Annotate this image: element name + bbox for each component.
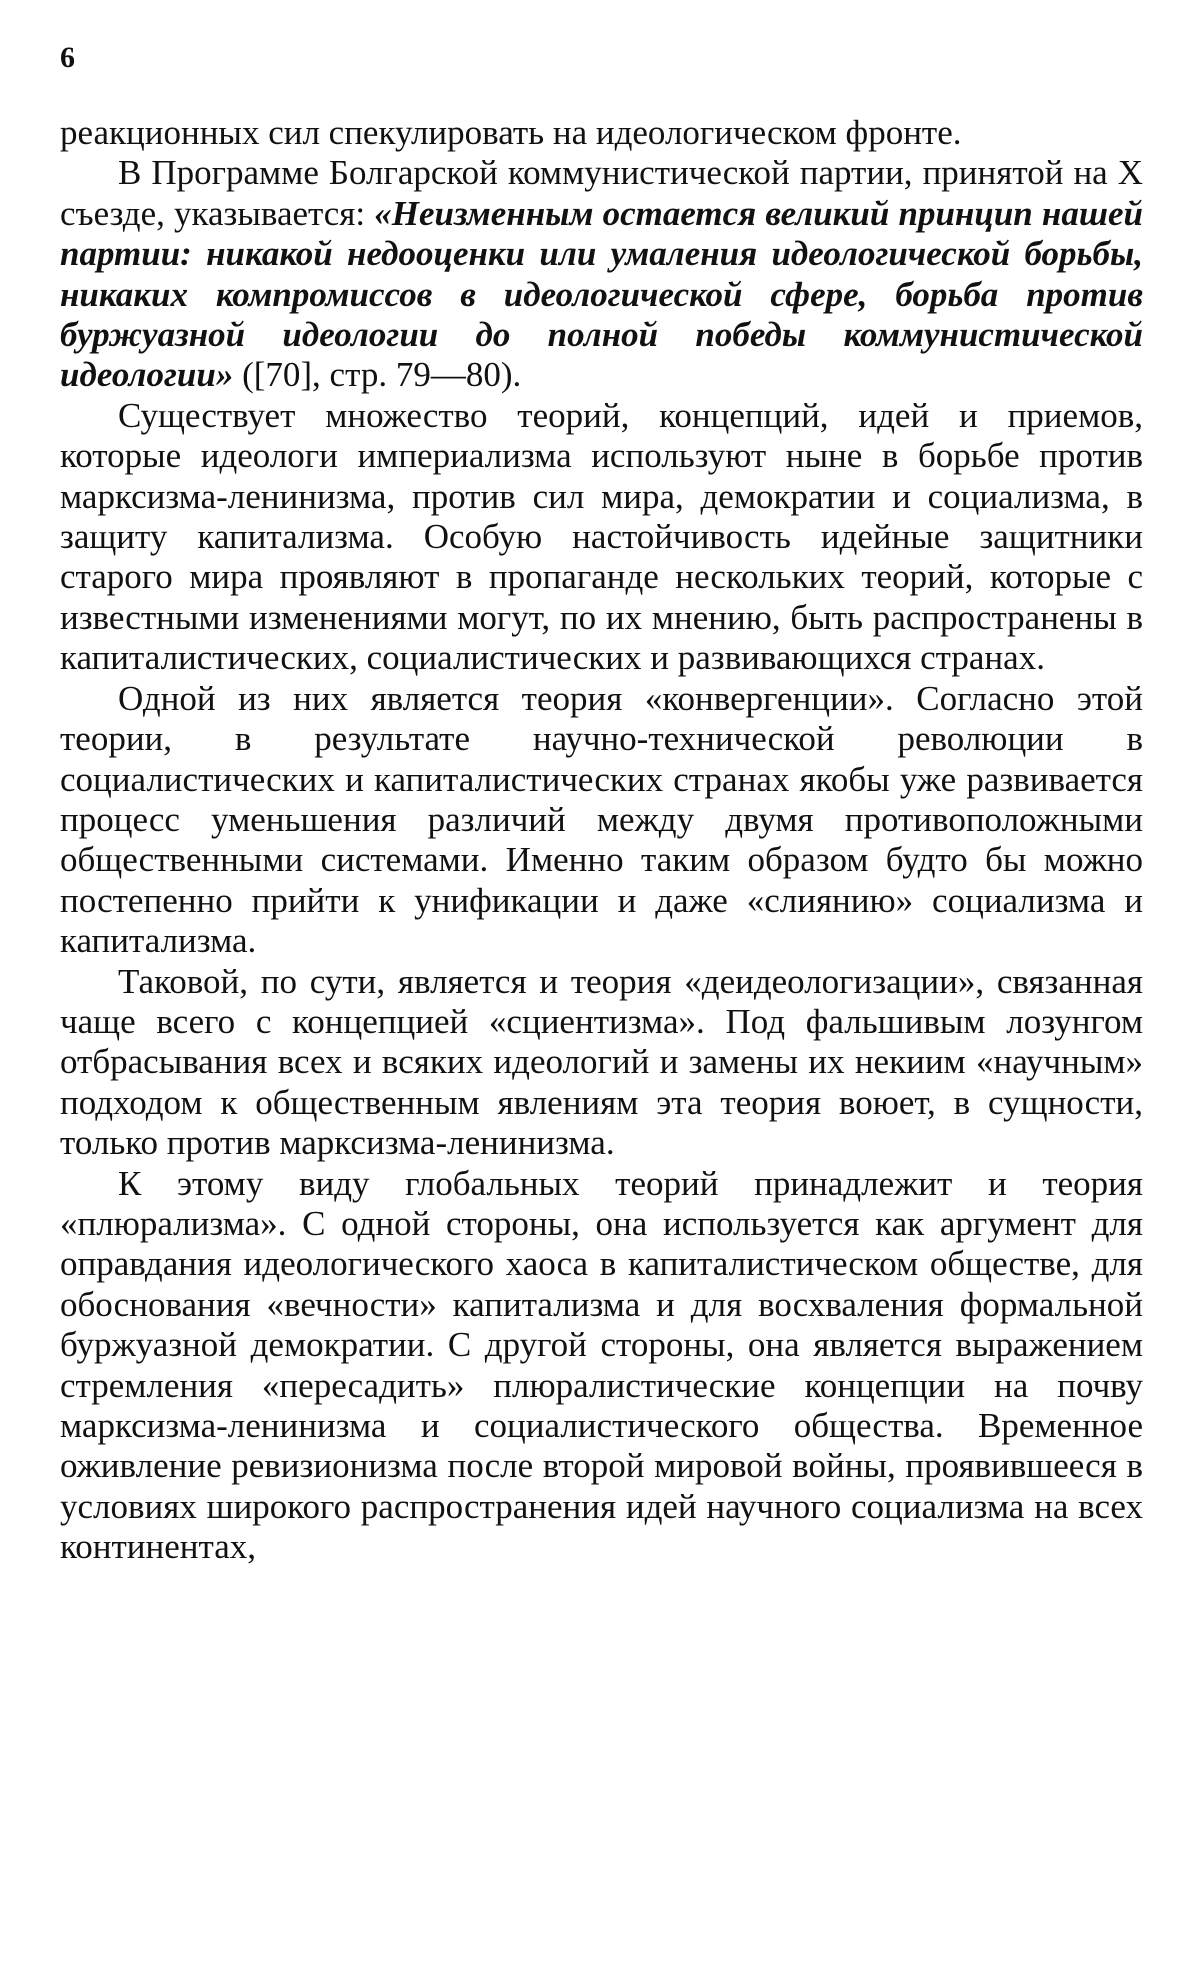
page-number: 6	[60, 41, 75, 74]
paragraph-1: реакционных сил спекулировать на идеологическом фронте.	[60, 113, 962, 152]
paragraph-2	[60, 153, 1143, 395]
body-text	[60, 113, 1143, 1568]
paragraph-5: Таковой, по сути, является и теория «деидеологизации», связанная чаще всего с концепцией «сциентизма». Под фальшивым лозунгом отбрасывания всех и всяких идеологий и замены их некиим «научным» подходом к общественным явлениям эта теория воюет, в сущности, только против марксизма-ленинизма.	[60, 961, 1143, 1163]
paragraph-4: Одной из них является теория «конвергенции». Согласно этой теории, в результате научно-технической революции в социалистических и капиталистических странах якобы уже развивается процесс уменьшения различий между двумя противоположными общественными системами. Именно таким образом будто бы можно постепенно прийти к унификации и даже «слиянию» социализма и капитализма.	[60, 678, 1143, 961]
paragraph-6: К этому виду глобальных теорий принадлежит и теория «плюрализма». С одной стороны, она используется как аргумент для оправдания идеологического хаоса в капиталистическом обществе, для обоснования «вечности» капитализма и для восхваления формальной буржуазной демократии. С другой стороны, она является выражением стремления «пересадить» плюралистические концепции на почву марксизма-ленинизма и социалистического общества. Временное оживление ревизионизма после второй мировой войны, проявившееся в условиях широкого распространения идей научного социализма на всех континентах,	[60, 1163, 1143, 1567]
paragraph-2-citation: ([70], стр. 79—80).	[233, 355, 522, 395]
paragraph-3: Существует множество теорий, концепций, идей и приемов, которые идеологи империализма используют ныне в борьбе против марксизма-ленинизма, против сил мира, демократии и социализма, в защиту капитализма. Особую настойчивость идейные защитники старого мира проявляют в пропаганде нескольких теорий, которые с известными изменениями могут, по их мнению, быть распространены в капиталистических, социалистических и развивающихся странах.	[60, 395, 1143, 678]
party-program-quote: «Неизменным остается великий принцип нашей партии: никакой недооценки или умаления идеологической борьбы, никаких компромиссов в идеологической сфере, борьба против буржуазной идеологии до полной победы коммунистической идеологии»	[60, 193, 1144, 395]
paragraph-2-intro: В Программе Болгарской коммунистической партии, принятой на X съезде, указывается:	[60, 153, 1143, 233]
